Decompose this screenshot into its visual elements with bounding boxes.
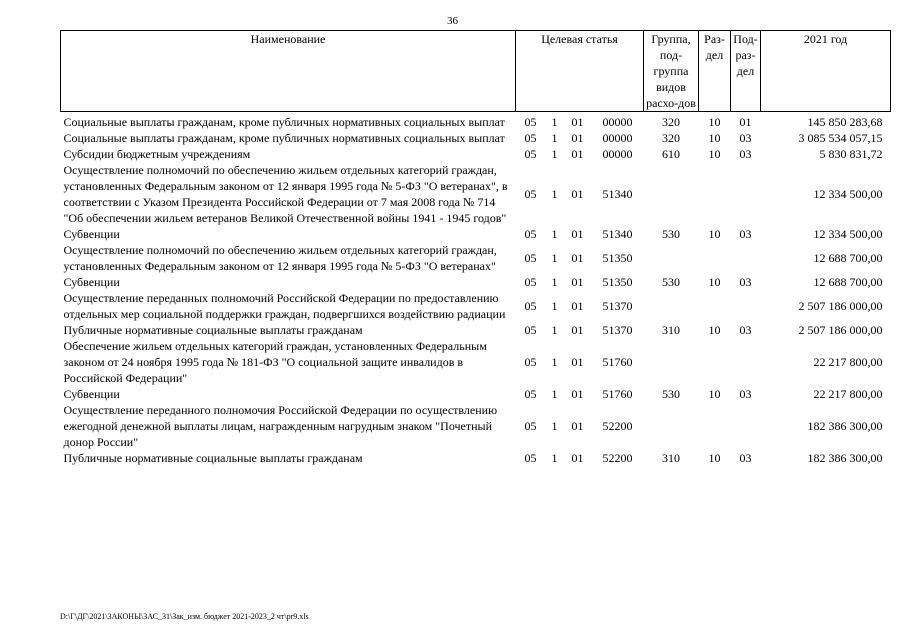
row-name: Осуществление полномочий по обеспечению жильем отдельных категорий граждан, установленных Федеральным законом от 12 января 1995 года № 5-ФЗ "О ветеранах" (63, 243, 497, 273)
section-code: 10 (708, 323, 721, 337)
target-code-1: 05 (524, 451, 537, 465)
table-row (61, 386, 891, 402)
header-subsection: Под-раз-дел (731, 31, 761, 112)
amount-2021: 2 507 186 000,00 (798, 299, 883, 313)
row-name: Социальные выплаты гражданам, кроме публичных нормативных социальных выплат (63, 131, 505, 145)
row-name: Осуществление переданного полномочия Российской Федерации по осуществлению ежегодной денежной выплаты лицам, награжденным нагрудным знаком "Почетный донор России" (63, 403, 498, 449)
table-row (61, 162, 891, 226)
target-code-2: 1 (551, 115, 558, 129)
row-name: Субвенции (63, 275, 120, 289)
section-code: 10 (708, 147, 721, 161)
subsection-code: 03 (739, 451, 752, 465)
subsection-code (731, 290, 761, 322)
target-code-2: 1 (551, 131, 558, 145)
section-code: 10 (708, 227, 721, 241)
row-name: Осуществление переданных полномочий Российской Федерации по предоставлению отдельных мер социальной поддержки граждан, подвергшихся воздействию радиации (63, 291, 506, 321)
target-code-3: 01 (571, 131, 584, 145)
target-code-2: 1 (551, 187, 558, 201)
table-row (61, 226, 891, 242)
table-row (61, 146, 891, 162)
subsection-code (731, 162, 761, 226)
subsection-code (731, 402, 761, 450)
header-section: Раз-дел (699, 31, 731, 112)
amount-2021: 2 507 186 000,00 (798, 323, 883, 337)
target-code-1: 05 (524, 115, 537, 129)
amount-2021: 182 386 300,00 (807, 419, 883, 433)
expense-group: 310 (662, 451, 681, 465)
header-target: Целевая статья (516, 31, 644, 112)
target-code-4: 51350 (602, 251, 633, 265)
target-code-2: 1 (551, 323, 558, 337)
target-code-2: 1 (551, 227, 558, 241)
target-code-3: 01 (571, 187, 584, 201)
table-row (61, 402, 891, 450)
target-code-2: 1 (551, 387, 558, 401)
subsection-code: 03 (739, 323, 752, 337)
target-code-4: 51760 (602, 355, 633, 369)
expense-group (644, 338, 699, 386)
row-name: Субсидии бюджетным учреждениям (63, 147, 251, 161)
amount-2021: 12 688 700,00 (813, 275, 883, 289)
table-row (61, 274, 891, 290)
row-name: Публичные нормативные социальные выплаты гражданам (63, 451, 363, 465)
target-code-1: 05 (524, 147, 537, 161)
expense-group: 320 (662, 115, 681, 129)
target-code-2: 1 (551, 147, 558, 161)
amount-2021: 3 085 534 057,15 (798, 131, 883, 145)
table-row (61, 290, 891, 322)
table-row (61, 112, 891, 131)
target-code-4: 51340 (602, 187, 633, 201)
row-name: Социальные выплаты гражданам, кроме публичных нормативных социальных выплат (63, 115, 505, 129)
budget-table (60, 30, 891, 466)
amount-2021: 5 830 831,72 (819, 147, 883, 161)
section-code: 10 (708, 275, 721, 289)
amount-2021: 22 217 800,00 (813, 355, 883, 369)
table-row (61, 130, 891, 146)
target-code-1: 05 (524, 299, 537, 313)
target-code-2: 1 (551, 451, 558, 465)
target-code-4: 52200 (602, 419, 633, 433)
section-code (699, 290, 731, 322)
subsection-code: 03 (739, 227, 752, 241)
target-code-3: 01 (571, 419, 584, 433)
section-code: 10 (708, 451, 721, 465)
header-group: Группа, под-группа видов расхо-дов (644, 31, 699, 112)
target-code-2: 1 (551, 251, 558, 265)
subsection-code: 03 (739, 147, 752, 161)
section-code (699, 162, 731, 226)
target-code-3: 01 (571, 299, 584, 313)
table-row (61, 242, 891, 274)
target-code-3: 01 (571, 147, 584, 161)
expense-group: 310 (662, 323, 681, 337)
footer-file-path: D:\Г\ДГ\2021\ЗАКОНЫ\ЗАС_31\Зак_изм. бюджет 2021-2023_2 чт\pr9.xls (60, 612, 309, 621)
target-code-4: 51370 (602, 299, 633, 313)
target-code-4: 51760 (602, 387, 633, 401)
amount-2021: 12 688 700,00 (813, 251, 883, 265)
target-code-1: 05 (524, 323, 537, 337)
target-code-3: 01 (571, 323, 584, 337)
subsection-code: 03 (739, 131, 752, 145)
target-code-4: 51370 (602, 323, 633, 337)
target-code-4: 00000 (602, 115, 633, 129)
row-name: Субвенции (63, 387, 120, 401)
target-code-4: 51340 (602, 227, 633, 241)
page-number: 36 (447, 15, 458, 27)
target-code-1: 05 (524, 251, 537, 265)
expense-group: 530 (662, 227, 681, 241)
subsection-code: 03 (739, 387, 752, 401)
row-name: Обеспечение жильем отдельных категорий граждан, установленных Федеральным законом от 24 ноября 1995 года № 181-ФЗ "О социальной защите инвалидов в Российской Федерации" (63, 339, 487, 385)
target-code-1: 05 (524, 131, 537, 145)
expense-group (644, 290, 699, 322)
table-body (61, 112, 891, 467)
expense-group: 530 (662, 275, 681, 289)
amount-2021: 12 334 500,00 (813, 187, 883, 201)
subsection-code (731, 338, 761, 386)
target-code-4: 00000 (602, 147, 633, 161)
target-code-1: 05 (524, 355, 537, 369)
section-code: 10 (708, 115, 721, 129)
table-header-row (61, 31, 891, 112)
target-code-3: 01 (571, 251, 584, 265)
target-code-2: 1 (551, 299, 558, 313)
target-code-4: 51350 (602, 275, 633, 289)
header-name: Наименование (61, 31, 516, 112)
target-code-2: 1 (551, 355, 558, 369)
row-name: Осуществление полномочий по обеспечению жильем отдельных категорий граждан, установленных Федеральным законом от 12 января 1995 года № 5-ФЗ "О ветеранах", в соответствии с Указом Президента Российской Федерации от 7 мая 2008 года № 714 "Об обеспечении жильем ветеранов Великой Отечественной войны 1941 - 1945 годов" (63, 163, 508, 225)
target-code-3: 01 (571, 387, 584, 401)
row-name: Субвенции (63, 227, 120, 241)
section-code (699, 338, 731, 386)
target-code-3: 01 (571, 227, 584, 241)
row-name: Публичные нормативные социальные выплаты гражданам (63, 323, 363, 337)
expense-group: 530 (662, 387, 681, 401)
target-code-4: 52200 (602, 451, 633, 465)
subsection-code: 01 (739, 115, 752, 129)
expense-group (644, 242, 699, 274)
target-code-1: 05 (524, 387, 537, 401)
expense-group (644, 162, 699, 226)
target-code-4: 00000 (602, 131, 633, 145)
section-code (699, 242, 731, 274)
subsection-code: 03 (739, 275, 752, 289)
table-row (61, 322, 891, 338)
target-code-1: 05 (524, 227, 537, 241)
target-code-2: 1 (551, 419, 558, 433)
target-code-3: 01 (571, 451, 584, 465)
amount-2021: 145 850 283,68 (807, 115, 883, 129)
target-code-2: 1 (551, 275, 558, 289)
target-code-1: 05 (524, 275, 537, 289)
amount-2021: 12 334 500,00 (813, 227, 883, 241)
subsection-code (731, 242, 761, 274)
expense-group: 320 (662, 131, 681, 145)
target-code-3: 01 (571, 115, 584, 129)
table-row (61, 450, 891, 466)
expense-group (644, 402, 699, 450)
section-code: 10 (708, 387, 721, 401)
header-year: 2021 год (761, 31, 891, 112)
amount-2021: 22 217 800,00 (813, 387, 883, 401)
section-code (699, 402, 731, 450)
target-code-1: 05 (524, 419, 537, 433)
target-code-1: 05 (524, 187, 537, 201)
expense-group: 610 (662, 147, 681, 161)
target-code-3: 01 (571, 355, 584, 369)
section-code: 10 (708, 131, 721, 145)
table-row (61, 338, 891, 386)
target-code-3: 01 (571, 275, 584, 289)
amount-2021: 182 386 300,00 (807, 451, 883, 465)
